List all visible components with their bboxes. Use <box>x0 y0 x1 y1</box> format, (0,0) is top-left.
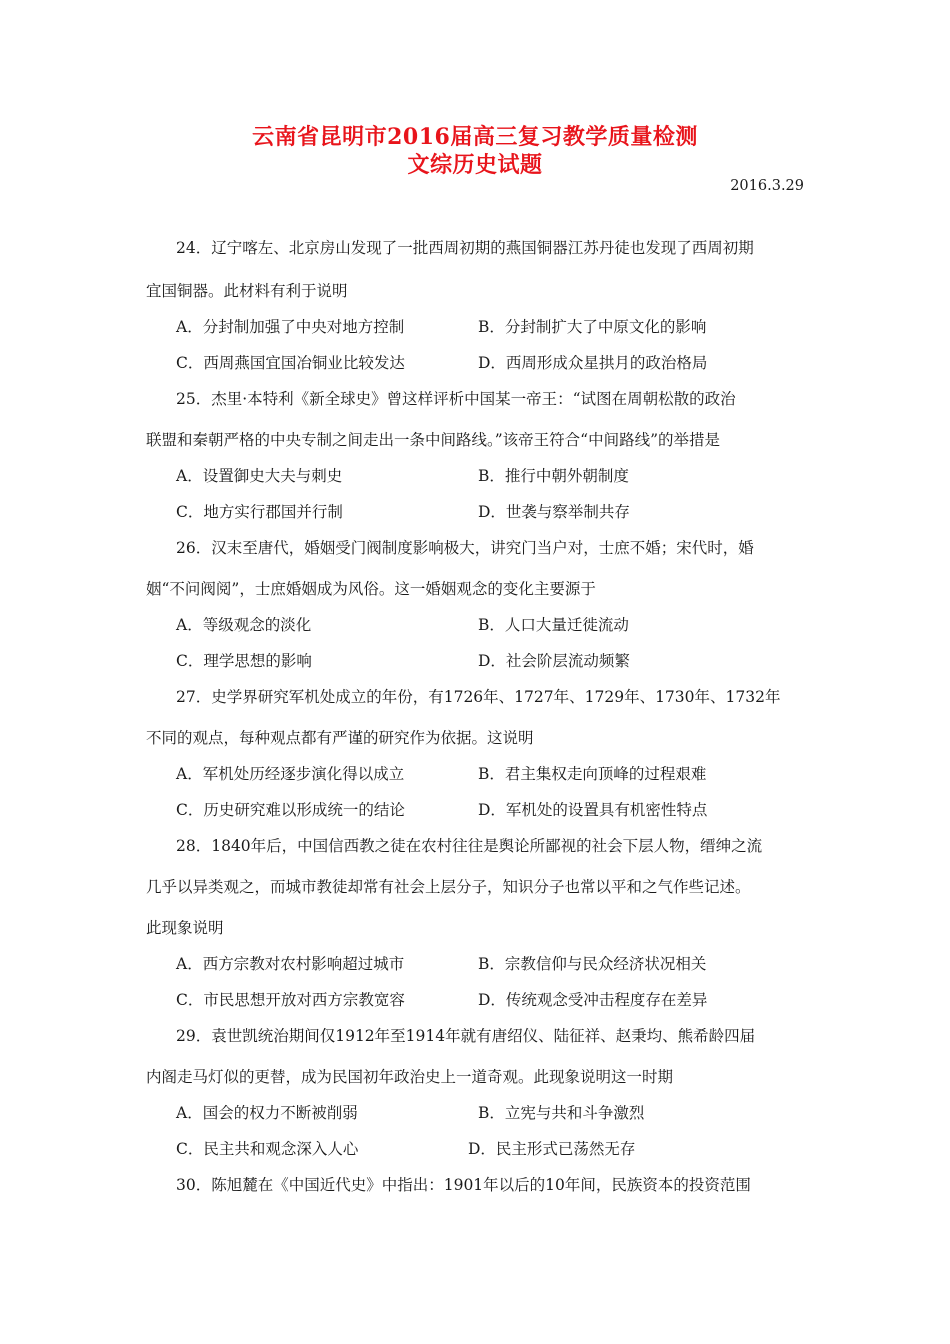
question-29-option-c: C．民主共和观念深入人心 <box>176 1140 359 1158</box>
question-28-option-a: A．西方宗教对农村影响超过城市 <box>176 955 405 973</box>
question-24-option-a: A．分封制加强了中央对地方控制 <box>176 318 405 336</box>
question-25-line-2: 联盟和秦朝严格的中央专制之间走出一条中间路线。”该帝王符合“中间路线”的举措是 <box>146 431 721 449</box>
question-27-line-2: 不同的观点，每种观点都有严谨的研究作为依据。这说明 <box>146 729 534 747</box>
question-27-option-d: D．军机处的设置具有机密性特点 <box>478 801 708 819</box>
question-26-option-b: B．人口大量迁徙流动 <box>478 616 629 634</box>
question-27-option-a: A．军机处历经逐步演化得以成立 <box>176 765 405 783</box>
question-24-option-c: C．西周燕国宜国冶铜业比较发达 <box>176 354 405 372</box>
question-24-option-b: B．分封制扩大了中原文化的影响 <box>478 318 707 336</box>
question-27-line-1: 27．史学界研究军机处成立的年份，有1726年、1727年、1729年、1730年、1732年 <box>176 688 781 706</box>
question-28-option-b: B．宗教信仰与民众经济状况相关 <box>478 955 707 973</box>
question-26-option-c: C．理学思想的影响 <box>176 652 312 670</box>
question-29-line-1: 29．袁世凯统治期间仅1912年至1914年就有唐绍仪、陆征祥、赵秉均、熊希龄四届 <box>176 1027 756 1045</box>
question-24-option-d: D．西周形成众星拱月的政治格局 <box>478 354 708 372</box>
question-29-option-b: B．立宪与共和斗争激烈 <box>478 1104 645 1122</box>
question-27-option-b: B．君主集权走向顶峰的过程艰难 <box>478 765 707 783</box>
question-30-line-1: 30．陈旭麓在《中国近代史》中指出：1901年以后的10年间，民族资本的投资范围 <box>176 1176 751 1194</box>
question-26-line-2: 姻“不问阀阅”，士庶婚姻成为风俗。这一婚姻观念的变化主要源于 <box>146 580 596 598</box>
question-28-line-3: 此现象说明 <box>146 919 224 937</box>
exam-subtitle: 文综历史试题 <box>407 152 543 178</box>
question-28-line-1: 28．1840年后，中国信西教之徒在农村往往是舆论所鄙视的社会下层人物，缙绅之流 <box>176 837 763 855</box>
question-28-line-2: 几乎以异类观之，而城市教徒却常有社会上层分子，知识分子也常以平和之气作些记述。 <box>146 878 751 896</box>
question-26-line-1: 26．汉末至唐代，婚姻受门阀制度影响极大，讲究门当户对，士庶不婚；宋代时，婚 <box>176 539 754 557</box>
question-25-option-d: D．世袭与察举制共存 <box>478 503 630 521</box>
exam-title: 云南省昆明市2016届高三复习教学质量检测 <box>252 124 698 150</box>
question-28-option-c: C．市民思想开放对西方宗教宽容 <box>176 991 405 1009</box>
question-29-option-d: D．民主形式已荡然无存 <box>468 1140 636 1158</box>
question-26-option-d: D．社会阶层流动频繁 <box>478 652 630 670</box>
question-25-option-a: A．设置御史大夫与刺史 <box>176 467 343 485</box>
question-26-option-a: A．等级观念的淡化 <box>176 616 312 634</box>
exam-date: 2016.3.29 <box>730 178 804 194</box>
question-29-option-a: A．国会的权力不断被削弱 <box>176 1104 358 1122</box>
question-25-option-c: C．地方实行郡国并行制 <box>176 503 343 521</box>
question-24-line-2: 宜国铜器。此材料有利于说明 <box>146 282 348 300</box>
question-27-option-c: C．历史研究难以形成统一的结论 <box>176 801 405 819</box>
question-29-line-2: 内阁走马灯似的更替，成为民国初年政治史上一道奇观。此现象说明这一时期 <box>146 1068 674 1086</box>
question-25-option-b: B．推行中朝外朝制度 <box>478 467 629 485</box>
question-24-line-1: 24．辽宁喀左、北京房山发现了一批西周初期的燕国铜器江苏丹徒也发现了西周初期 <box>176 239 754 257</box>
question-28-option-d: D．传统观念受冲击程度存在差异 <box>478 991 708 1009</box>
question-25-line-1: 25．杰里·本特利《新全球史》曾这样评析中国某一帝王：“试图在周朝松散的政治 <box>176 390 736 408</box>
